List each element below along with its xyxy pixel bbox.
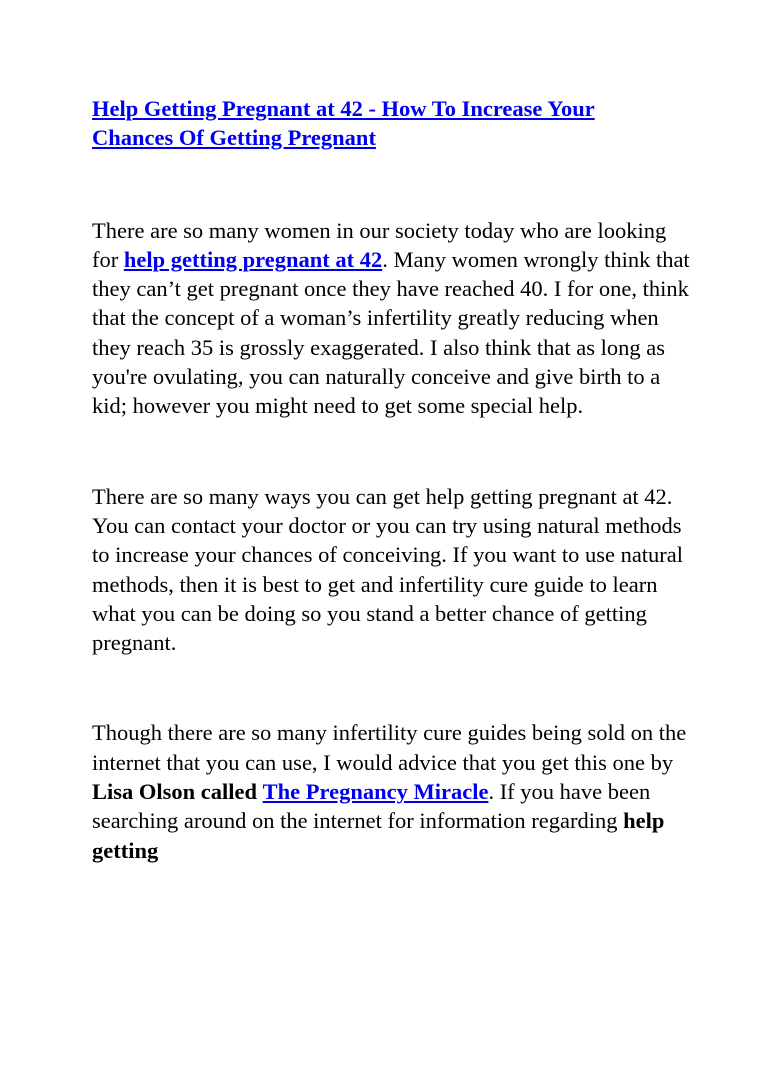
- document-page: [92, 94, 692, 865]
- title-line-2: Chances Of Getting Pregnant: [92, 125, 376, 151]
- spacer: [92, 657, 692, 718]
- title-link[interactable]: [92, 96, 595, 150]
- paragraph-1: [92, 216, 692, 421]
- title-line-1: Help Getting Pregnant at 42 - How To Increase Your: [92, 96, 595, 121]
- paragraph-1-text-end: . Many women wrongly think that they can’t get pregnant once they have reached 40. I for one, think that the concept of a woman’s infertility greatly reducing when they reach 35 is grossly exaggerated. I also think that as long as you're ovulating, you can naturally conceive and give birth to a kid; however you might need to get some special help.: [92, 246, 690, 419]
- author-bold-text: Lisa Olson called: [92, 779, 258, 805]
- paragraph-2: There are so many ways you can get help getting pregnant at 42. You can contact your doctor or you can try using natural methods to increase your chances of conceiving. If you want to use natural methods, then it is best to get and infertility cure guide to learn what you can be doing so you stand a better chance of getting pregnant.: [92, 483, 684, 656]
- help-getting-pregnant-link[interactable]: help getting pregnant at 42: [123, 246, 383, 272]
- paragraph-3-bold-end: help getting: [92, 808, 665, 863]
- paragraph-3: [92, 718, 692, 864]
- spacer: [92, 153, 692, 216]
- paragraph-3-text-middle: . If you have been searching around on the internet for information regarding: [92, 779, 651, 834]
- paragraph-1-text-start: There are so many women in our society today who are looking for: [92, 217, 667, 272]
- spacer: [92, 421, 692, 482]
- pregnancy-miracle-link[interactable]: The Pregnancy Miracle: [262, 779, 489, 805]
- page-title: [92, 94, 692, 153]
- paragraph-3-text-start: Though there are so many infertility cure guides being sold on the internet that you can use, I would advice that you get this one by: [92, 720, 687, 775]
